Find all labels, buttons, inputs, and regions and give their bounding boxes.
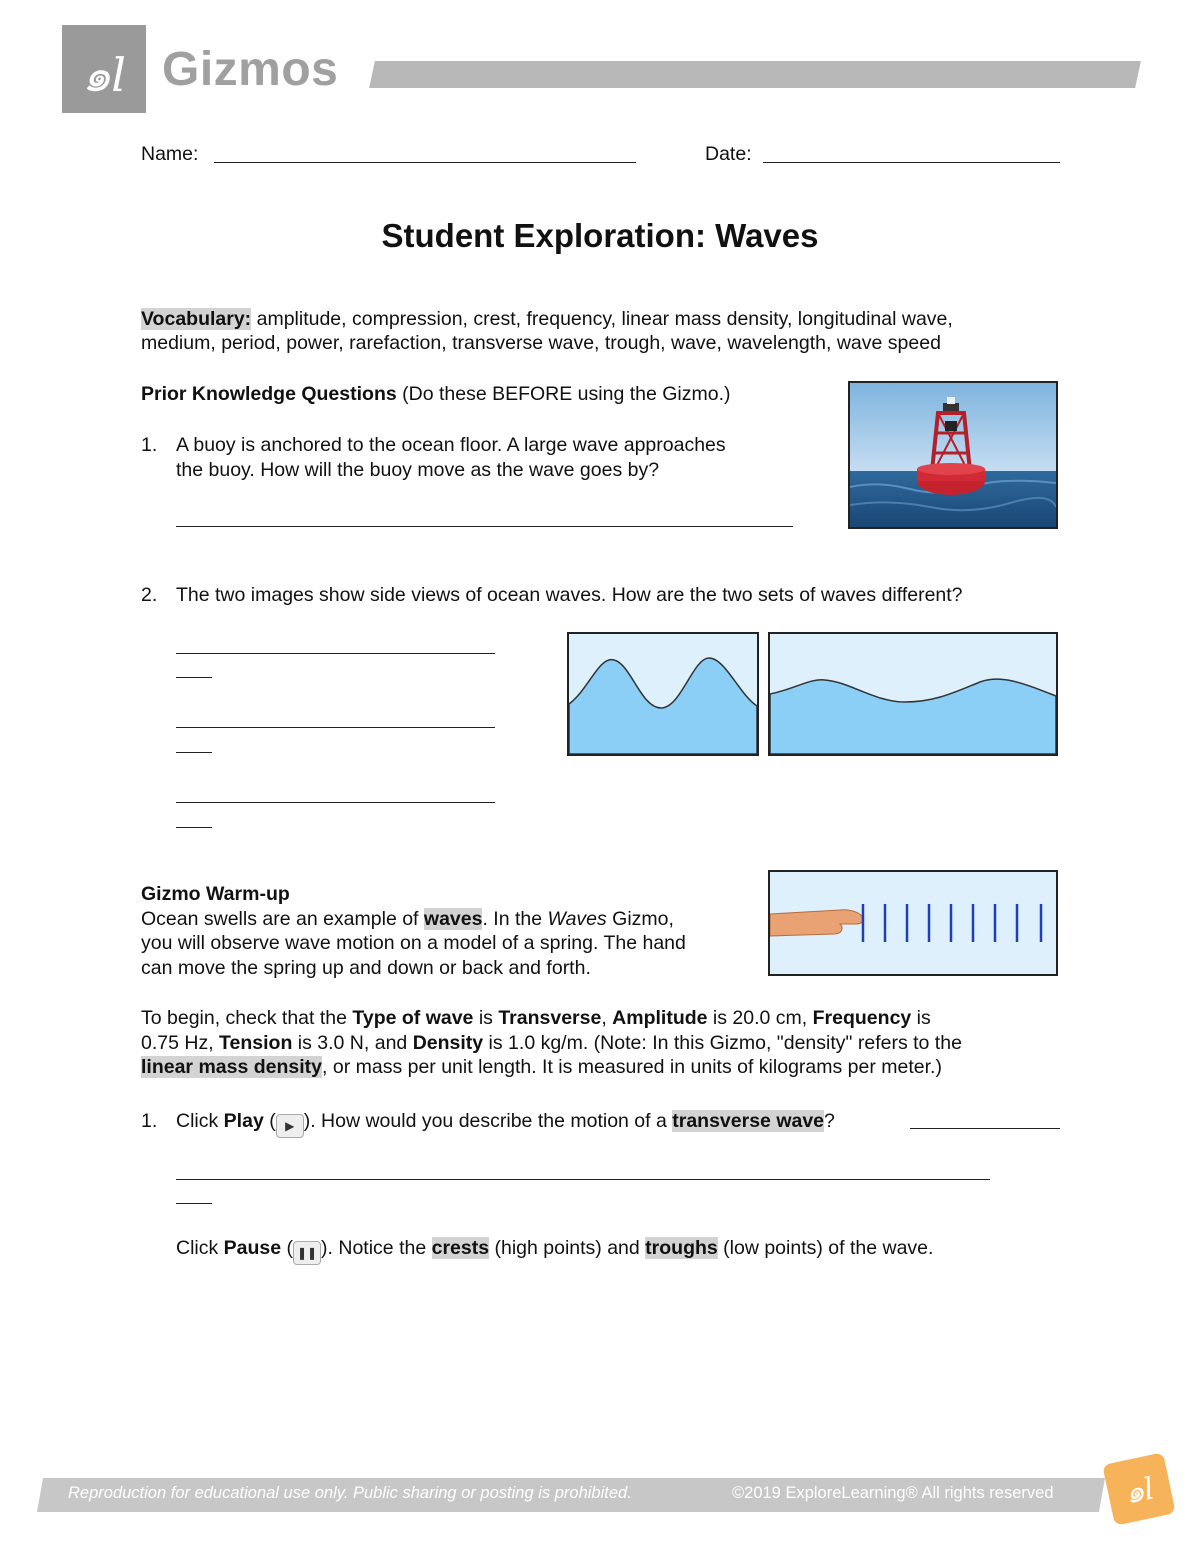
warmup-q1-text <box>176 1109 835 1138</box>
warmup-text: (low points) of the wave. <box>717 1237 934 1259</box>
buoy-illustration <box>850 383 1056 527</box>
warmup-q1-answer-line-3[interactable] <box>176 1203 212 1204</box>
warmup-text: Gizmo, <box>606 908 674 930</box>
wave-diagram-low-amplitude <box>768 632 1058 756</box>
prior-knowledge-note: (Do these BEFORE using the Gizmo.) <box>396 383 731 405</box>
prior-q2-answer-line-1[interactable] <box>176 653 495 654</box>
header-bar <box>369 61 1141 88</box>
name-label: Name: <box>141 143 199 165</box>
warmup-text: Click <box>176 1110 224 1132</box>
warmup-text: 0.75 Hz, <box>141 1032 220 1054</box>
prior-q2-answer-line-3b[interactable] <box>176 827 212 828</box>
setting-tension: Tension <box>219 1032 293 1054</box>
date-label: Date: <box>705 143 752 165</box>
brand-name: Gizmos <box>162 43 339 96</box>
prior-q2-text: The two images show side views of ocean waves. How are the two sets of waves different? <box>176 584 963 606</box>
warmup-text: , or mass per unit length. It is measured in units of kilograms per meter.) <box>322 1056 942 1078</box>
prior-q1-answer-line[interactable] <box>176 526 793 527</box>
setting-frequency: Frequency <box>812 1007 912 1029</box>
footer-logo-mark: ๑l <box>1121 1471 1158 1512</box>
warmup-text: Click <box>176 1237 224 1259</box>
warmup-p1-line-3: can move the spring up and down or back and forth. <box>141 957 591 979</box>
name-field[interactable] <box>214 162 636 163</box>
setting-transverse: Transverse <box>498 1007 602 1029</box>
warmup-text: is <box>473 1007 499 1029</box>
play-label: Play <box>223 1110 264 1132</box>
warmup-p2-line-2 <box>141 1031 962 1056</box>
gizmo-name: Waves <box>547 908 607 930</box>
setting-type-of-wave: Type of wave <box>352 1007 474 1029</box>
prior-q2-answer-line-1b[interactable] <box>176 677 212 678</box>
warmup-q1-number: 1. <box>141 1110 158 1132</box>
setting-density: Density <box>412 1032 484 1054</box>
spring-model-image <box>768 870 1058 976</box>
warmup-p2-line-1 <box>141 1006 931 1031</box>
wave-illustration-a <box>569 634 757 754</box>
hand-spring-illustration <box>770 872 1056 974</box>
logo-mark: ๑l <box>82 48 126 102</box>
warmup-text: ( <box>263 1110 276 1132</box>
prior-knowledge-heading-line <box>141 382 731 407</box>
prior-q2-answer-line-3[interactable] <box>176 802 495 803</box>
warmup-text: To begin, check that the <box>141 1007 353 1029</box>
warmup-text: ? <box>824 1110 835 1132</box>
pause-label: Pause <box>223 1237 282 1259</box>
warmup-text: , <box>601 1007 613 1029</box>
warmup-text: (high points) and <box>489 1237 646 1259</box>
warmup-q2-text <box>176 1236 933 1265</box>
warmup-text: ( <box>281 1237 294 1259</box>
page-title: Student Exploration: Waves <box>381 217 819 254</box>
prior-q1-text-2: the buoy. How will the buoy move as the wave goes by? <box>176 459 660 481</box>
warmup-q1-answer-line-2[interactable] <box>176 1179 990 1180</box>
warmup-q1-answer-line-1[interactable] <box>910 1128 1060 1129</box>
footer-copyright: ©2019 ExploreLearning® All rights reserved <box>732 1484 1054 1502</box>
warmup-heading: Gizmo Warm-up <box>141 883 290 905</box>
wave-diagram-high-amplitude <box>567 632 759 756</box>
date-field[interactable] <box>763 162 1060 163</box>
warmup-p2-line-3 <box>141 1055 942 1080</box>
warmup-text: is 1.0 kg/m. (Note: In this Gizmo, "density" refers to the <box>483 1032 962 1054</box>
buoy-photo <box>848 381 1058 529</box>
vocab-crests: crests <box>431 1237 490 1259</box>
prior-q1-text-1: A buoy is anchored to the ocean floor. A large wave approaches <box>176 434 726 456</box>
wave-illustration-b <box>770 634 1056 754</box>
explorelearning-logo <box>1102 1452 1176 1526</box>
warmup-p1-line-1 <box>141 907 674 932</box>
vocabulary-label: Vocabulary: <box>141 308 252 330</box>
vocabulary-terms-2: medium, period, power, rarefaction, transverse wave, trough, wave, wavelength, wave speed <box>141 332 941 354</box>
vocab-linear-mass-density: linear mass density <box>141 1056 323 1078</box>
warmup-text: is 20.0 cm, <box>707 1007 813 1029</box>
prior-q2-number: 2. <box>141 584 158 606</box>
vocabulary-terms-1: amplitude, compression, crest, frequency, linear mass density, longitudinal wave, <box>251 308 953 330</box>
warmup-text: is <box>911 1007 931 1029</box>
vocab-waves: waves <box>423 908 483 930</box>
setting-amplitude: Amplitude <box>612 1007 708 1029</box>
vocab-troughs: troughs <box>645 1237 718 1259</box>
prior-knowledge-heading: Prior Knowledge Questions <box>141 383 397 405</box>
footer-disclaimer: Reproduction for educational use only. Public sharing or posting is prohibited. <box>68 1484 632 1502</box>
prior-q2-answer-line-2[interactable] <box>176 727 495 728</box>
warmup-text: ). How would you describe the motion of a <box>303 1110 673 1132</box>
pause-icon: ❚❚ <box>293 1241 321 1265</box>
vocabulary-line-1 <box>141 307 953 332</box>
vocab-transverse-wave: transverse wave <box>672 1110 825 1132</box>
prior-q1-number: 1. <box>141 434 158 456</box>
warmup-p1-line-2: you will observe wave motion on a model of a spring. The hand <box>141 932 686 954</box>
gizmos-logo <box>62 25 146 113</box>
prior-q2-answer-line-2b[interactable] <box>176 752 212 753</box>
warmup-text: ). Notice the <box>321 1237 432 1259</box>
warmup-text: . In the <box>482 908 548 930</box>
warmup-text: is 3.0 N, and <box>292 1032 413 1054</box>
play-icon: ▶ <box>276 1114 304 1138</box>
warmup-text: Ocean swells are an example of <box>141 908 424 930</box>
